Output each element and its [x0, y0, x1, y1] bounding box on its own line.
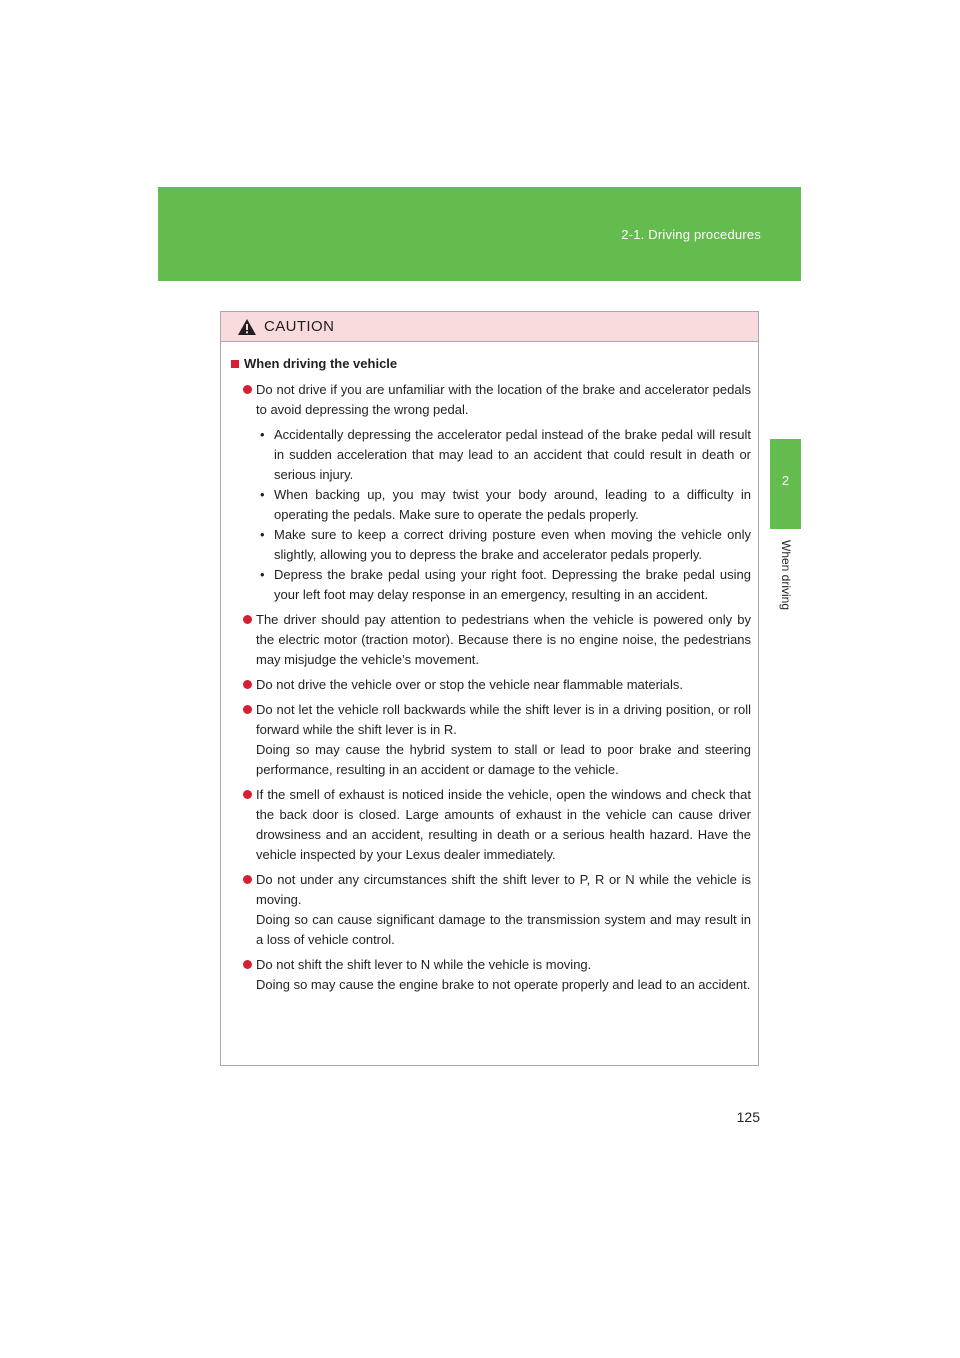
caution-item-text: Do not shift the shift lever to N while the vehicle is moving.: [256, 957, 592, 972]
caution-item: [231, 700, 751, 780]
red-dot-bullet-icon: [243, 680, 252, 689]
caution-item-content: [256, 870, 751, 950]
red-dot-bullet-icon: [243, 960, 252, 969]
caution-item: [231, 785, 751, 865]
section-title: 2-1. Driving procedures: [621, 227, 761, 242]
caution-item-content: [256, 955, 751, 995]
caution-item-text: Doing so may cause the engine brake to not operate properly and lead to an accident.: [256, 977, 751, 992]
caution-item-content: [256, 610, 751, 670]
caution-item-text: Do not drive the vehicle over or stop the vehicle near flammable materials.: [256, 677, 684, 692]
caution-item-text: The driver should pay attention to pedestrians when the vehicle is powered only by the electric motor (traction motor). Because there is no engine noise, the pedestrians may misjudge the vehicle’s movement.: [256, 612, 751, 667]
caution-items: [231, 380, 751, 995]
caution-item: [231, 610, 751, 670]
small-bullet-icon: •: [260, 427, 265, 442]
small-bullet-icon: •: [260, 567, 265, 582]
caution-item: [231, 380, 751, 605]
chapter-tab: [770, 439, 801, 529]
caution-subitem: [256, 525, 751, 565]
red-dot-bullet-icon: [243, 705, 252, 714]
chapter-label: When driving: [778, 540, 793, 611]
red-dot-bullet-icon: [243, 875, 252, 884]
small-bullet-icon: •: [260, 527, 265, 542]
caution-item-text: Do not drive if you are unfamiliar with the location of the brake and accelerator pedals to avoid depressing the wrong pedal.: [256, 382, 751, 417]
caution-item-text: Doing so may cause the hybrid system to stall or lead to poor brake and steering performance, resulting in an accident or damage to the vehicle.: [256, 742, 751, 777]
chapter-number: 2: [781, 473, 790, 488]
caution-subitem: [256, 425, 751, 485]
header-band: [158, 187, 801, 281]
caution-title: CAUTION: [264, 318, 335, 335]
caution-subitem-text: Accidentally depressing the accelerator pedal instead of the brake pedal will result in sudden acceleration that may lead to an accident that could result in death or serious injury.: [274, 427, 751, 482]
chapter-label-area: [770, 540, 801, 630]
caution-box: [220, 311, 759, 1066]
caution-item-text: Doing so can cause significant damage to the transmission system and may result in a loss of vehicle control.: [256, 912, 751, 947]
caution-subitem-text: Depress the brake pedal using your right foot. Depressing the brake pedal using your left foot may delay response in an emergency, resulting in an accident.: [274, 567, 751, 602]
caution-subitem: [256, 565, 751, 605]
caution-body: [221, 342, 758, 995]
caution-item-content: [256, 785, 751, 865]
caution-item: [231, 870, 751, 950]
caution-heading: When driving the vehicle: [244, 356, 398, 371]
red-dot-bullet-icon: [243, 615, 252, 624]
caution-heading-row: [231, 354, 751, 374]
caution-item-text: Do not under any circumstances shift the shift lever to P, R or N while the vehicle is moving.: [256, 872, 751, 907]
caution-subitems: [256, 425, 751, 605]
caution-header: [221, 312, 758, 342]
caution-item-text: Do not let the vehicle roll backwards while the shift lever is in a driving position, or roll forward while the shift lever is in R.: [256, 702, 751, 737]
caution-item-content: [256, 700, 751, 780]
caution-subitem: [256, 485, 751, 525]
caution-subitem-text: When backing up, you may twist your body around, leading to a difficulty in operating the pedals. Make sure to operate the pedals properly.: [274, 487, 751, 522]
small-bullet-icon: •: [260, 487, 265, 502]
red-dot-bullet-icon: [243, 385, 252, 394]
caution-item-content: [256, 675, 751, 695]
caution-item: [231, 675, 751, 695]
red-dot-bullet-icon: [243, 790, 252, 799]
caution-item-content: [256, 380, 751, 605]
red-square-bullet-icon: [231, 360, 239, 368]
warning-icon: [237, 318, 257, 336]
page-number: 125: [736, 1109, 760, 1125]
caution-subitem-text: Make sure to keep a correct driving posture even when moving the vehicle only slightly, allowing you to depress the brake and accelerator pedals properly.: [274, 527, 751, 562]
caution-item-text: If the smell of exhaust is noticed inside the vehicle, open the windows and check that the back door is closed. Large amounts of exhaust in the vehicle can cause driver drowsiness and an accident, resulting in death or a serious health hazard. Have the vehicle inspected by your Lexus dealer immediately.: [256, 787, 751, 862]
caution-item: [231, 955, 751, 995]
